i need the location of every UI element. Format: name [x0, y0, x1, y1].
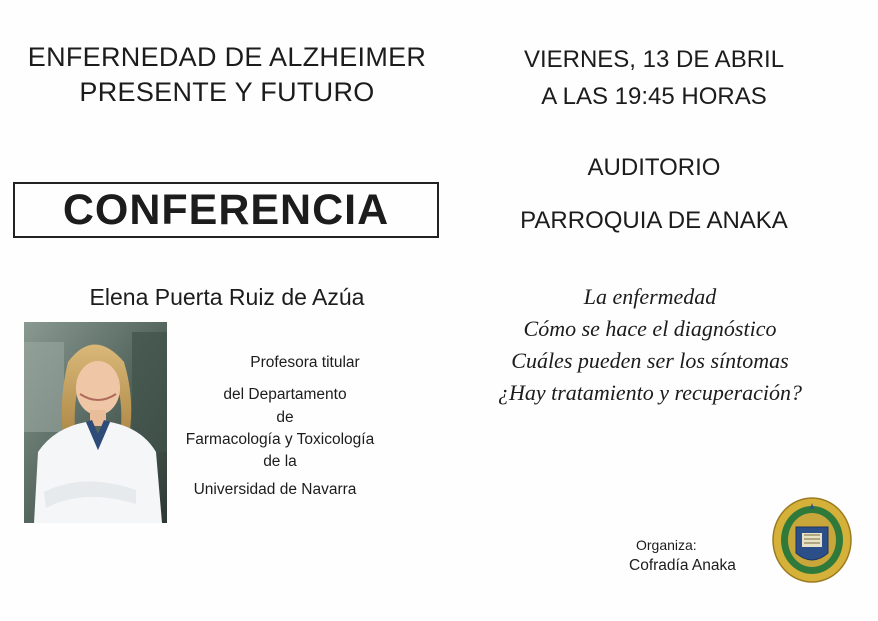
speaker-bio-line-5: de la	[263, 453, 297, 470]
topic-item: Cuáles pueden ser los síntomas	[511, 348, 789, 373]
speaker-bio-line-1: Profesora titular	[250, 354, 360, 371]
event-title-line-2: PRESENTE Y FUTURO	[79, 77, 375, 107]
venue-line-2: PARROQUIA DE ANAKA	[520, 207, 788, 234]
speaker-bio-line-6: Universidad de Navarra	[193, 481, 357, 498]
conference-label: CONFERENCIA	[62, 185, 390, 234]
conference-banner	[13, 182, 439, 238]
organizer-label: Organiza:	[636, 537, 697, 553]
topic-item: ¿Hay tratamiento y recuperación?	[497, 380, 803, 405]
topic-item: Cómo se hace el diagnóstico	[523, 316, 777, 341]
event-title-line-1: ENFERNEDAD DE ALZHEIMER	[27, 42, 427, 72]
speaker-bio-line-3: de	[276, 409, 294, 426]
topic-item: La enfermedad	[583, 284, 717, 309]
speaker-bio-line-4: Farmacología y Toxicología	[185, 431, 375, 448]
event-date: VIERNES, 13 DE ABRIL	[523, 46, 785, 73]
speaker-name: Elena Puerta Ruiz de Azúa	[89, 284, 365, 310]
event-time: A LAS 19:45 HORAS	[541, 83, 767, 110]
speaker-bio-line-2: del Departamento	[223, 386, 347, 403]
organizer-name: Cofradía Anaka	[629, 557, 736, 574]
venue-line-1: AUDITORIO	[587, 154, 721, 181]
cofradia-seal-logo	[772, 497, 852, 583]
